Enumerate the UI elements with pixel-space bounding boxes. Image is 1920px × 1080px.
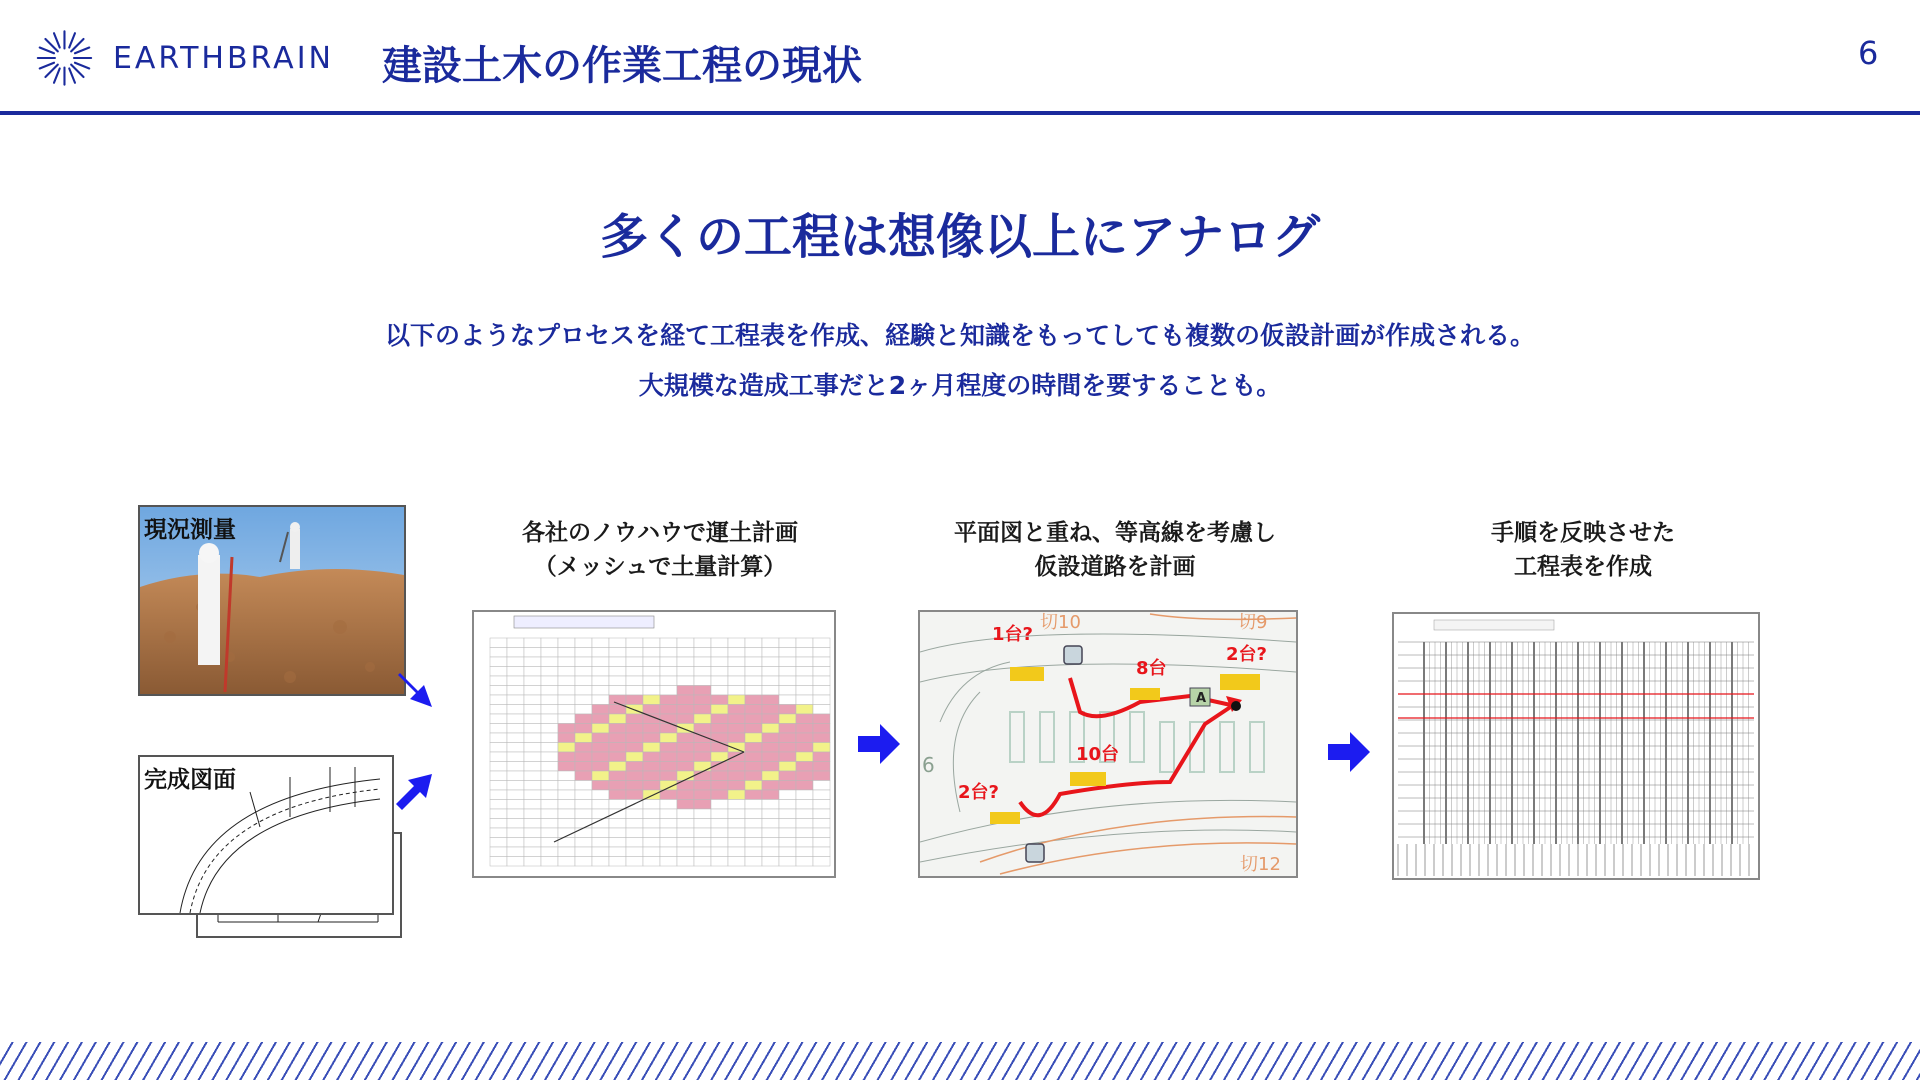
drawing-label: 完成図面 <box>144 767 236 793</box>
step-1-line-1: 各社のノウハウで運土計画 <box>522 520 798 546</box>
cut-label-12: 切12 <box>1240 854 1281 875</box>
earthwork-mesh-sheet <box>472 610 836 878</box>
annotation-10-units: 10台 <box>1076 744 1120 765</box>
step-2-line-1: 平面図と重ね、等高線を考慮し <box>954 520 1276 546</box>
annotation-2-units-right: 2台? <box>1226 644 1267 665</box>
arrow-down-right-icon <box>396 665 438 711</box>
road-plan-image <box>920 612 1296 876</box>
arrow-right-icon-2 <box>1326 730 1372 774</box>
step-3-line-2: 工程表を作成 <box>1514 554 1652 580</box>
step-1-caption <box>470 516 850 584</box>
step-1-line-2: （メッシュで土量計算） <box>533 554 787 580</box>
earthbrain-logo-icon <box>34 26 95 90</box>
page-number: 6 <box>1858 34 1879 72</box>
contour-label-6: 6 <box>922 753 935 777</box>
marker-a: A <box>1196 691 1207 706</box>
survey-label: 現況測量 <box>144 517 236 543</box>
arrow-right-icon <box>856 722 902 766</box>
step-2-caption <box>930 516 1300 584</box>
header-divider <box>0 111 1920 115</box>
drawing-sheet-front <box>138 755 394 915</box>
description-line-1: 以下のようなプロセスを経て工程表を作成、経験と知識をもってしても複数の仮設計画が作成される。 <box>384 321 1535 350</box>
cut-label-9: 切9 <box>1238 612 1268 633</box>
step-3-line-1: 手順を反映させた <box>1491 520 1675 546</box>
schedule-chart-sheet <box>1392 612 1760 880</box>
step-2-line-2: 仮設道路を計画 <box>1034 554 1196 580</box>
arrow-up-right-icon <box>392 772 438 814</box>
page-title: 建設土木の作業工程の現状 <box>382 43 862 89</box>
description-line-2: 大規模な造成工事だと2ヶ月程度の時間を要することも。 <box>638 371 1282 400</box>
annotation-2-units-left: 2台? <box>958 782 999 803</box>
survey-photo <box>138 505 406 696</box>
step-3-caption <box>1400 516 1766 584</box>
logo-text: EARTHBRAIN <box>112 40 334 76</box>
headline: 多くの工程は想像以上にアナログ <box>599 209 1320 265</box>
mesh-calc-image <box>474 612 834 876</box>
temporary-road-plan <box>918 610 1298 878</box>
footer-pattern <box>0 1042 1920 1080</box>
annotation-8-units: 8台 <box>1136 658 1167 679</box>
annotation-1-unit: 1台? <box>992 624 1033 645</box>
logo <box>34 24 334 92</box>
cut-label-10: 切10 <box>1040 612 1081 633</box>
schedule-image <box>1394 614 1758 878</box>
